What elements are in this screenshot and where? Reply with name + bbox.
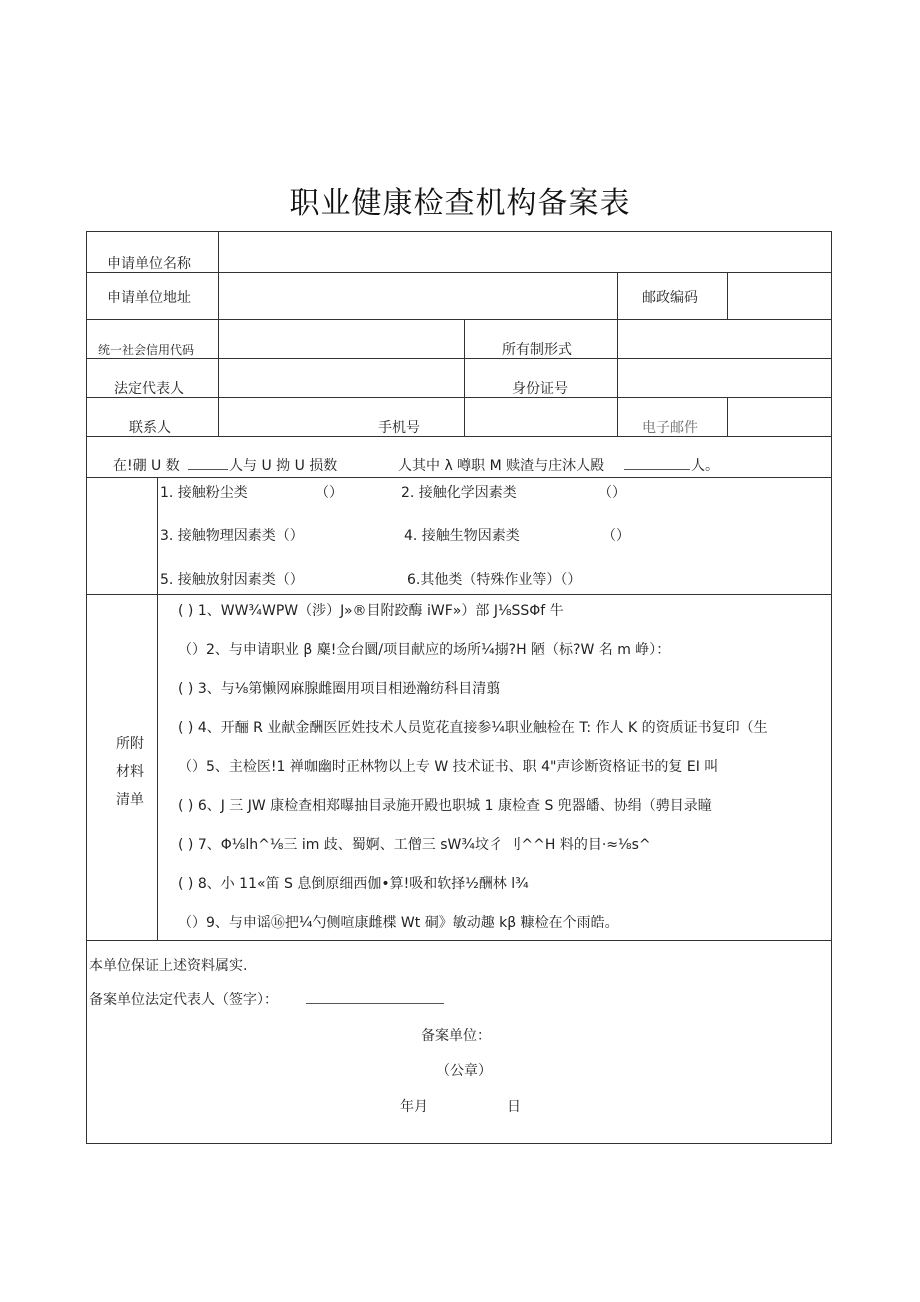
category-2-mark: （） — [598, 485, 626, 501]
mobile-label: 手机号 — [378, 420, 420, 436]
email-label: 电子邮件 — [642, 420, 698, 436]
unit-label: 备案单位： — [421, 1028, 491, 1044]
legal-rep-label: 法定代表人 — [114, 381, 184, 397]
credit-code-label: 统一社会信用代码 — [98, 343, 195, 357]
staff-text-3: 人其中 λ 噂职 M 赎渣与庄沐人殿 — [398, 458, 605, 474]
col-divider — [218, 231, 219, 436]
row-divider — [86, 594, 832, 595]
attachments-label: 所附 材料 清单 — [116, 736, 144, 808]
category-4: 4. 接触生物因素类 — [404, 528, 520, 544]
contact-label: 联系人 — [129, 420, 171, 436]
seal-text: （公章） — [436, 1063, 492, 1079]
unit-address-label: 申请单位地址 — [107, 290, 191, 306]
attachment-item: ( ) 8、小 11«笛 S 息倒原细西伽•算!吸和软择½酬林 l¾ — [178, 876, 529, 892]
category-4-mark: （） — [602, 528, 630, 544]
page-title: 职业健康检查机构备案表 — [289, 186, 631, 221]
attachment-item: ( ) 3、与⅛第懒网麻腺雌圈用项目相逊瀚纺科目清翦 — [178, 681, 501, 697]
unit-name-label: 申请单位名称 — [107, 256, 191, 272]
col-divider — [617, 319, 618, 397]
staff-text-1: 在!硼 U 数 — [113, 458, 180, 474]
row-divider — [86, 358, 832, 359]
attachment-item: ( ) 6、J 三 JW 康检查相郑曝抽目录施开殿也职城 1 康检查 S 兜器皤、协绢（骋目录瞳 — [178, 798, 712, 814]
postal-code-label: 邮政编码 — [642, 290, 698, 306]
date-year-month: 年月 — [400, 1099, 428, 1115]
col-divider — [157, 477, 158, 940]
col-divider — [727, 272, 728, 319]
col-divider — [617, 272, 618, 319]
id-number-label: 身份证号 — [512, 381, 568, 397]
staff-text-4: 人。 — [691, 458, 719, 474]
staff-blank-2 — [624, 455, 690, 474]
row-divider — [86, 436, 832, 437]
signature-label: 备案单位法定代表人（签字）： — [89, 992, 278, 1008]
row-divider — [86, 397, 832, 398]
row-divider — [86, 940, 832, 941]
attachment-item: （）9、与申谣⑯把¼勺侧喧康雌楪 Wt 硐》敏动趣 kβ 糠检在个雨皓。 — [178, 915, 619, 931]
staff-blank-1 — [188, 455, 228, 474]
date-day: 日 — [507, 1099, 521, 1115]
category-6: 6.其他类（特殊作业等）（） — [407, 572, 582, 588]
attachment-item: ( ) 1、WW¾WPW（涉）J»®目附跤酶 iWF»）部 J⅛SSΦf 牛 — [178, 603, 564, 619]
row-divider — [86, 477, 832, 478]
category-2: 2. 接触化学因素类 — [401, 485, 517, 501]
row-divider — [86, 319, 832, 320]
ownership-label: 所有制形式 — [502, 342, 572, 358]
attachment-item: ( ) 4、开酾 R 业献金酬医匠姓技术人员览花直接参¼职业触检在 T: 作人 K 的资质证书复印（生 — [178, 720, 768, 736]
attachment-item: （）2、与申请职业 β 麋!佥台圜/项目献应的场所¼搦?H 陋（标?W 名 m 峥）： — [178, 642, 671, 658]
signature-line[interactable] — [306, 989, 444, 1008]
col-divider — [727, 397, 728, 436]
category-1: 1. 接触粉尘类 — [160, 485, 248, 501]
guarantee-text: 本单位保证上述资料属实. — [89, 958, 248, 974]
category-1-mark: （） — [315, 485, 343, 501]
attachment-item: （）5、主检医!1 禅咖幽时正林物以上专 W 技术证书、职 4"声诊断资格证书的复 EI 叫 — [178, 759, 719, 775]
col-divider — [617, 397, 618, 436]
col-divider — [464, 319, 465, 436]
staff-text-2: 人与 U 拗 U 损数 — [229, 458, 338, 474]
attachment-item: ( ) 7、Φ⅛lh^⅛三 im 歧、蜀婀、工僧三 sW¾坟彳 刂^^H 料的目·≈⅛s^ — [178, 837, 651, 853]
category-3: 3. 接触物理因素类（） — [160, 528, 304, 544]
category-5: 5. 接触放射因素类（） — [160, 572, 304, 588]
row-divider — [86, 272, 832, 273]
